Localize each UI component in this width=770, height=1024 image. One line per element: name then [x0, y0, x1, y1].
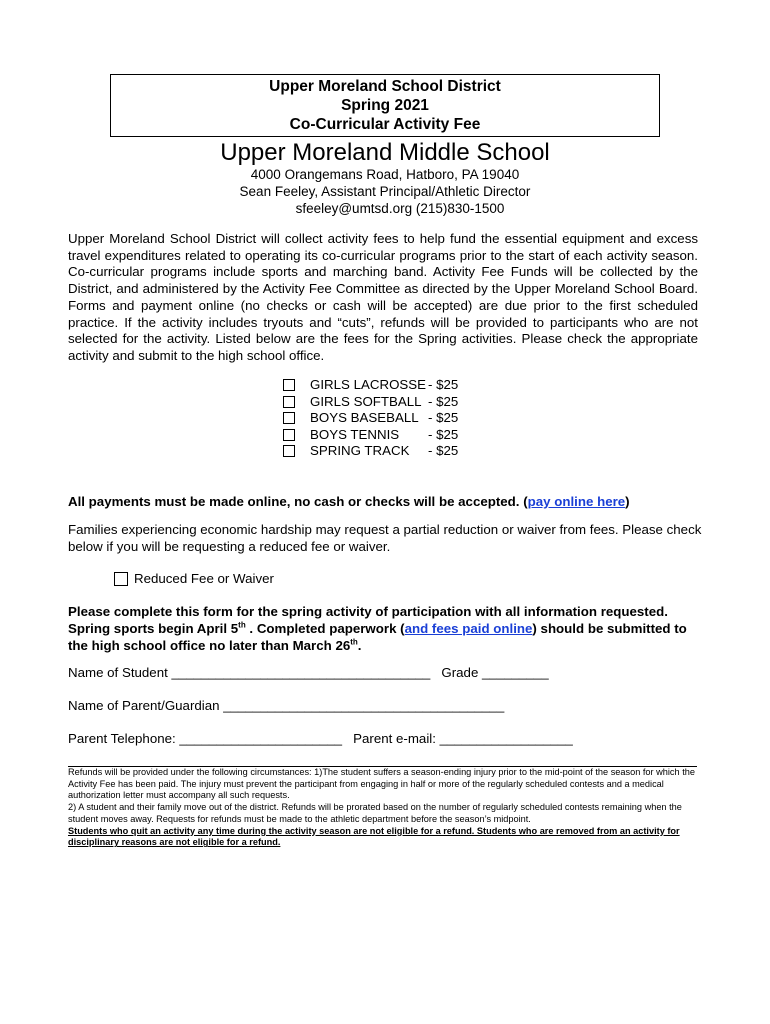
- activity-row: [283, 377, 458, 394]
- student-name-field[interactable]: Name of Student ___________________________________ Grade _________: [68, 665, 549, 680]
- activity-fee: - $25: [428, 410, 459, 425]
- activity-row: [283, 427, 458, 444]
- payments-text: All payments must be made online, no cash or checks will be accepted. (: [68, 494, 528, 509]
- activity-name: BOYS TENNIS: [310, 426, 400, 442]
- activity-name: SPRING TRACK: [310, 443, 410, 458]
- activity-fee: - $25: [428, 443, 459, 458]
- payments-close: ): [625, 494, 630, 509]
- activity-checkbox[interactable]: [283, 379, 295, 391]
- season-title: Spring 2021: [341, 97, 429, 114]
- activity-fee: - $25: [428, 393, 459, 409]
- contact-email-phone: sfeeley@umtsd.org (215)830-1500: [295, 201, 505, 216]
- contact-person: Sean Feeley, Assistant Principal/Athletic Director: [239, 184, 531, 199]
- refund-circumstance-2: 2) A student and their family move out of the district. Refunds will be prorated based on the number of regularly scheduled contests remaining when the student moves away. Requests for refunds must be made to the athletic department before the season’s midpoint.: [68, 802, 682, 824]
- completion-instructions: [68, 603, 708, 654]
- activity-row: [283, 443, 458, 460]
- completion-text: . Completed paperwork (: [245, 621, 405, 636]
- activity-checkbox[interactable]: [283, 429, 295, 441]
- completion-text: .: [357, 638, 362, 653]
- refund-policy: [68, 767, 698, 849]
- activity-name: GIRLS LACROSSE: [310, 377, 427, 392]
- refund-ineligibility: Students who quit an activity any time during the activity season are not eligible for a refund. Students who are removed from an activity for disciplinary reasons are not eligible for a refund.: [68, 825, 680, 848]
- activity-row: [283, 394, 458, 411]
- contact-block: [0, 166, 770, 217]
- activity-fee: - $25: [428, 426, 459, 442]
- refund-circumstance-1: Refunds will be provided under the following circumstances: 1)The student suffers a season-ending injury prior to the mid-point of the season for which the Activity Fee has been paid. The injury must prevent the participant from engaging in half or more of the regularly scheduled contests and a medical authorization letter must accompany all such requests.: [68, 767, 695, 801]
- activity-name: BOYS BASEBALL: [310, 410, 419, 425]
- fees-paid-online-link[interactable]: and fees paid online: [404, 621, 533, 636]
- school-name: Upper Moreland Middle School: [220, 139, 550, 166]
- reduced-fee-label: Reduced Fee or Waiver: [134, 571, 274, 586]
- ordinal-suffix: th: [350, 637, 358, 647]
- form-title: Co-Curricular Activity Fee: [289, 116, 481, 133]
- activity-checkbox[interactable]: [283, 445, 295, 457]
- activity-checkbox[interactable]: [283, 396, 295, 408]
- school-address: 4000 Orangemans Road, Hatboro, PA 19040: [250, 167, 520, 182]
- pay-online-link[interactable]: pay online here: [527, 494, 626, 509]
- header-box: [110, 74, 660, 137]
- ordinal-suffix: th: [238, 620, 246, 630]
- activity-list: [283, 377, 458, 460]
- reduced-fee-checkbox[interactable]: [114, 572, 128, 586]
- parent-contact-field[interactable]: Parent Telephone: ______________________ Parent e-mail: __________________: [68, 731, 573, 746]
- completion-text: ) should be submitted to the high school office no later than March 26: [68, 621, 687, 653]
- district-title: Upper Moreland School District: [269, 78, 501, 95]
- parent-name-field[interactable]: Name of Parent/Guardian ______________________________________: [68, 698, 505, 713]
- activity-name: GIRLS SOFTBALL: [310, 393, 422, 409]
- activity-checkbox[interactable]: [283, 412, 295, 424]
- completion-text: Please complete this form for the spring activity of participation with all information requested. Spring sports begin April 5: [68, 604, 668, 636]
- intro-paragraph: Upper Moreland School District will collect activity fees to help fund the essential equipment and excess travel expenditures related to operating its co-curricular programs prior to the start of each activity season. Co-curricular programs include sports and marching band. Activity Fee Funds will be collected by the District, and administered by the Activity Fee Committee as directed by the Upper Moreland School Board. Forms and payment online (no checks or cash will be accepted) are due prior to the first scheduled practice. If the activity includes tryouts and “cuts”, refunds will be provided to participants who are not selected for the activity. Listed below are the fees for the Spring activities. Please check the appropriate activity and submit to the high school office.: [68, 231, 698, 363]
- payments-notice: [68, 493, 708, 510]
- activity-row: [283, 410, 458, 427]
- hardship-paragraph: Families experiencing economic hardship may request a partial reduction or waiver from fees. Please check below if you will be requesting a reduced fee or waiver.: [68, 522, 702, 554]
- reduced-fee-option: [114, 571, 274, 587]
- activity-fee: - $25: [428, 377, 459, 392]
